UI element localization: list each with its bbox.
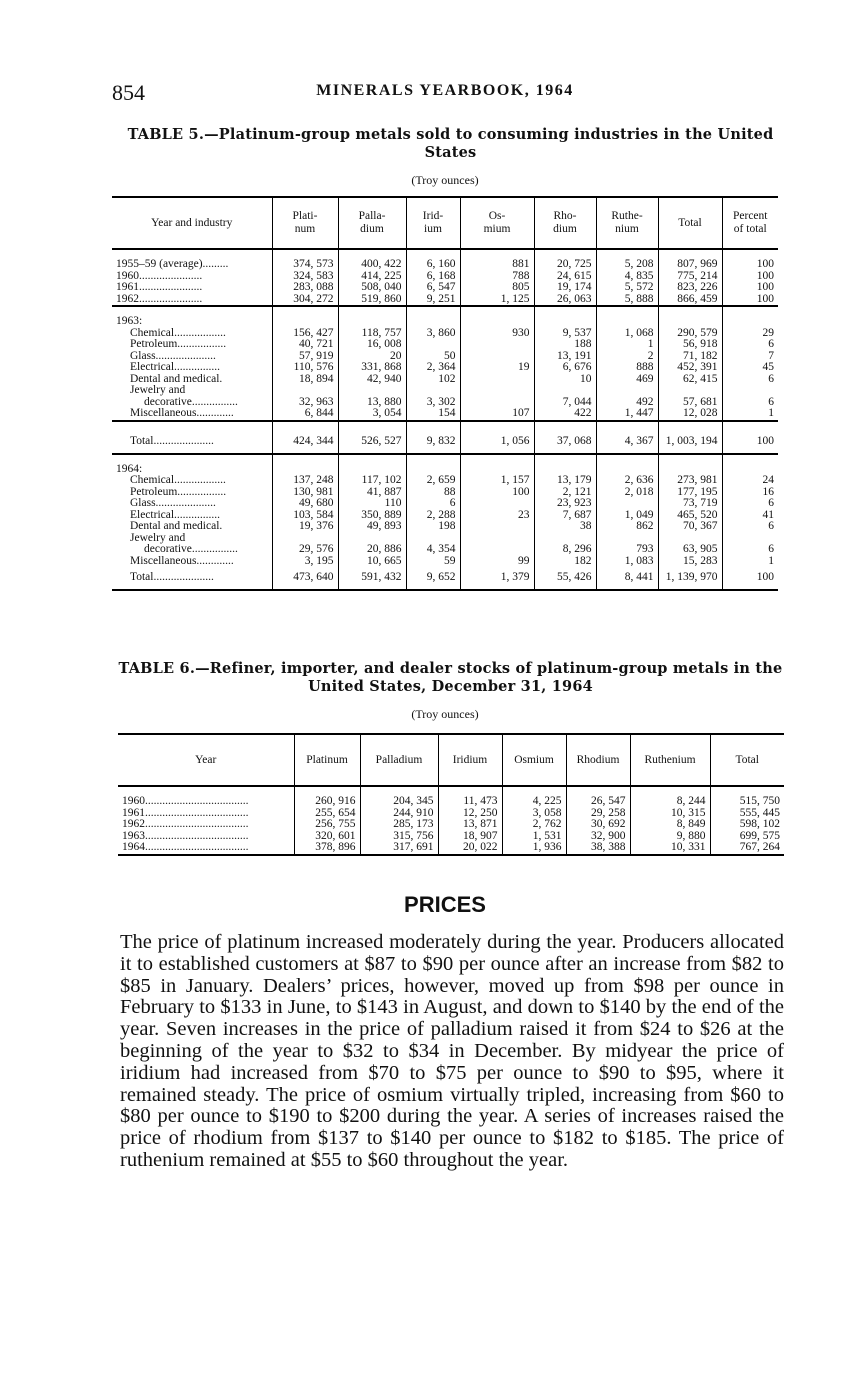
table-cell: 63, 905 [658, 544, 722, 556]
table-cell: 182 [534, 556, 596, 568]
column-header: Total [658, 197, 722, 249]
table-cell: 12, 250 [438, 808, 502, 820]
table-cell: 9, 537 [534, 328, 596, 340]
page-number: 854 [112, 80, 145, 105]
table-cell: 3, 058 [502, 808, 566, 820]
table-cell: 6 [722, 498, 778, 510]
table-cell [460, 533, 534, 545]
table-cell: 320, 601 [294, 831, 360, 843]
table-cell: 102 [406, 374, 460, 386]
table-row [112, 521, 778, 533]
table-cell: 555, 445 [710, 808, 784, 820]
table-cell: 2 [596, 351, 658, 363]
table-cell: 492 [596, 397, 658, 409]
table-cell: 110, 576 [272, 362, 338, 374]
table-row [112, 544, 778, 556]
table-cell: 32, 900 [566, 831, 630, 843]
table-cell [460, 498, 534, 510]
table-cell: 29, 576 [272, 544, 338, 556]
table-cell: 13, 871 [438, 819, 502, 831]
table-cell: 20, 022 [438, 842, 502, 855]
prices-heading: PRICES [404, 892, 486, 917]
table-cell: 6 [722, 544, 778, 556]
table-cell: 154 [406, 408, 460, 421]
table-cell: 1 [596, 339, 658, 351]
row-label: 1964: [116, 462, 143, 475]
row-label: Jewelry and [130, 531, 186, 544]
row-label: Miscellaneous............. [130, 554, 234, 567]
table-cell: 20 [338, 351, 406, 363]
table-cell: 888 [596, 362, 658, 374]
table-cell: 26, 547 [566, 796, 630, 808]
table-cell: 1, 125 [460, 294, 534, 307]
table-cell: 24 [722, 475, 778, 487]
prices-paragraph: The price of platinum increased moderately during the year. Producers allocated it to established customers at $87 to $90 per ounce after an increase from $82 to $85 in January. Dealers’ prices, however, moved up from $98 per ounce in February to $133 in June, to $143 in August, and down to $140 by the end of the year. Seven increases in the price of palladium raised it from $24 to $26 at the beginning of the year to $32 to $34 in December. By midyear the price of iridium had increased from $70 to $75 per ounce to $90 to $95, where it remained steady. The price of osmium virtually tripled, increasing from $60 to $80 per ounce to $190 to $200 during the year. A series of increases raised the price of rhodium from $137 to $140 per ounce to $182 to $185. The price of ruthenium remained at $55 to $60 throughout the year. [120, 931, 784, 1171]
row-label: 1960...................... [116, 269, 203, 282]
table-cell: 400, 422 [338, 259, 406, 271]
row-label: Chemical.................. [130, 326, 226, 339]
table-cell: 88 [406, 487, 460, 499]
table-cell: 930 [460, 328, 534, 340]
table-cell: 100 [722, 294, 778, 307]
row-label: Jewelry and [130, 384, 186, 396]
table-cell: 1, 049 [596, 510, 658, 522]
table-cell: 2, 762 [502, 819, 566, 831]
table-cell: 866, 459 [658, 294, 722, 307]
row-label: 1964.................................... [122, 841, 249, 853]
table-cell: 2, 364 [406, 362, 460, 374]
row-label: Total..................... [130, 571, 214, 584]
row-label: 1963: [116, 315, 143, 327]
table-cell: 37, 068 [534, 431, 596, 454]
table-cell: 6 [406, 498, 460, 510]
table-cell: 9, 251 [406, 294, 460, 307]
table-cell [338, 385, 406, 397]
row-label: 1955–59 (average)......... [116, 258, 229, 270]
table-row [118, 796, 784, 808]
table6-unit: (Troy ounces) [411, 707, 479, 721]
table-cell: 41 [722, 510, 778, 522]
row-label: Miscellaneous............. [112, 408, 272, 421]
table-cell: 100 [722, 259, 778, 271]
column-header: Palla- dium [338, 197, 406, 249]
table-cell: 99 [460, 556, 534, 568]
table-cell: 6, 547 [406, 282, 460, 294]
table-cell: 699, 575 [710, 831, 784, 843]
table-cell: 805 [460, 282, 534, 294]
table-cell [460, 521, 534, 533]
table-cell: 30, 692 [566, 819, 630, 831]
table-cell: 100 [722, 282, 778, 294]
table-cell [658, 316, 722, 328]
table-cell: 5, 888 [596, 294, 658, 307]
table-cell: 290, 579 [658, 328, 722, 340]
table-cell: 23 [460, 510, 534, 522]
table-cell: 823, 226 [658, 282, 722, 294]
table-cell: 6 [722, 339, 778, 351]
table-cell: 1, 936 [502, 842, 566, 855]
table6-caption-line1: TABLE 6.—Refiner, importer, and dealer stocks of platinum-group metals in the [118, 660, 783, 677]
row-label: Glass..................... [130, 497, 216, 509]
table-cell: 71, 182 [658, 351, 722, 363]
table-cell: 317, 691 [360, 842, 438, 855]
table-row [112, 498, 778, 510]
row-label: 1962...................... [112, 294, 272, 307]
table-row [112, 339, 778, 351]
table-cell: 59 [406, 556, 460, 568]
table-cell: 16 [722, 487, 778, 499]
table-cell: 424, 344 [272, 431, 338, 454]
table-cell [272, 316, 338, 328]
table-cell: 6 [722, 397, 778, 409]
table-cell [534, 385, 596, 397]
table-cell: 519, 860 [338, 294, 406, 307]
table-cell: 137, 248 [272, 475, 338, 487]
table-cell: 42, 940 [338, 374, 406, 386]
table6-caption-line2: United States, December 31, 1964 [308, 678, 593, 695]
table-cell: 1, 056 [460, 431, 534, 454]
table-row [112, 385, 778, 397]
table-cell [722, 385, 778, 397]
table-cell: 256, 755 [294, 819, 360, 831]
table-cell: 18, 894 [272, 374, 338, 386]
table-cell: 7, 044 [534, 397, 596, 409]
table-cell: 862 [596, 521, 658, 533]
column-header: Palladium [360, 734, 438, 786]
table-cell: 598, 102 [710, 819, 784, 831]
table-cell [272, 385, 338, 397]
table-cell: 283, 088 [272, 282, 338, 294]
table-cell: 13, 179 [534, 475, 596, 487]
table-cell: 10, 331 [630, 842, 710, 855]
table-cell: 452, 391 [658, 362, 722, 374]
table-cell: 1, 068 [596, 328, 658, 340]
table-row [112, 408, 778, 421]
table-cell: 73, 719 [658, 498, 722, 510]
table-cell: 1, 447 [596, 408, 658, 421]
row-label: 1962.................................... [122, 818, 249, 830]
column-header: Rho- dium [534, 197, 596, 249]
table-row [112, 294, 778, 307]
table-cell: 422 [534, 408, 596, 421]
table-cell: 100 [722, 271, 778, 283]
table-cell: 177, 195 [658, 487, 722, 499]
table-cell: 591, 432 [338, 567, 406, 590]
table-cell: 198 [406, 521, 460, 533]
table-cell [722, 316, 778, 328]
table5-caption-line1: TABLE 5.—Platinum-group metals sold to consuming industries in the United [127, 126, 774, 143]
column-header: Plati- num [272, 197, 338, 249]
column-header: Percent of total [722, 197, 778, 249]
table-cell: 56, 918 [658, 339, 722, 351]
table-cell: 1, 531 [502, 831, 566, 843]
column-header: Os- mium [460, 197, 534, 249]
row-label: Glass..................... [130, 349, 216, 362]
table-cell: 3, 860 [406, 328, 460, 340]
table-cell [658, 385, 722, 397]
table-cell: 110 [338, 498, 406, 510]
table-cell: 788 [460, 271, 534, 283]
table-row [112, 282, 778, 294]
column-header: Ruthe- nium [596, 197, 658, 249]
table-cell: 244, 910 [360, 808, 438, 820]
table-cell [460, 544, 534, 556]
table-cell: 304, 272 [272, 294, 338, 307]
row-label: 1963.................................... [122, 829, 249, 842]
row-label: Petroleum................. [130, 338, 227, 350]
column-header: Osmium [502, 734, 566, 786]
table-cell: 24, 615 [534, 271, 596, 283]
table5 [112, 196, 778, 591]
table-cell: 45 [722, 362, 778, 374]
row-label: Petroleum................. [130, 485, 227, 498]
table-cell: 70, 367 [658, 521, 722, 533]
table-cell [596, 385, 658, 397]
table-cell: 2, 018 [596, 487, 658, 499]
table-row [112, 567, 778, 590]
table-cell: 130, 981 [272, 487, 338, 499]
table-cell: 331, 868 [338, 362, 406, 374]
running-title: MINERALS YEARBOOK, 1964 [316, 82, 574, 99]
table-cell: 1, 003, 194 [658, 431, 722, 454]
table-cell [460, 385, 534, 397]
table-row [112, 475, 778, 487]
table-cell: 469 [596, 374, 658, 386]
table-cell: 100 [722, 567, 778, 590]
table-cell: 2, 288 [406, 510, 460, 522]
table-cell: 3, 195 [272, 556, 338, 568]
table-cell: 1, 139, 970 [658, 567, 722, 590]
table-cell: 4, 354 [406, 544, 460, 556]
table-cell: 1 [722, 556, 778, 568]
table-cell [406, 316, 460, 328]
table-cell: 374, 573 [272, 259, 338, 271]
table-cell: 55, 426 [534, 567, 596, 590]
table-cell: 10 [534, 374, 596, 386]
table-cell [338, 316, 406, 328]
table-cell: 49, 680 [272, 498, 338, 510]
table-cell: 350, 889 [338, 510, 406, 522]
table-cell: 465, 520 [658, 510, 722, 522]
table6 [118, 733, 784, 856]
table-cell: 255, 654 [294, 808, 360, 820]
table-cell: 378, 896 [294, 842, 360, 855]
table-cell: 18, 907 [438, 831, 502, 843]
table-cell: 50 [406, 351, 460, 363]
table-cell: 13, 880 [338, 397, 406, 409]
column-header: Ruthenium [630, 734, 710, 786]
table-cell: 19 [460, 362, 534, 374]
table-cell: 8, 849 [630, 819, 710, 831]
table-cell: 3, 302 [406, 397, 460, 409]
table-cell: 103, 584 [272, 510, 338, 522]
table-cell: 6 [722, 521, 778, 533]
table-cell: 1, 157 [460, 475, 534, 487]
row-label: 1961...................... [116, 281, 203, 293]
table-cell: 16, 008 [338, 339, 406, 351]
table-cell: 8, 244 [630, 796, 710, 808]
table-cell: 20, 886 [338, 544, 406, 556]
table-cell: 15, 283 [658, 556, 722, 568]
table-cell: 793 [596, 544, 658, 556]
table-cell: 285, 173 [360, 819, 438, 831]
table-row [112, 556, 778, 568]
table-row [118, 819, 784, 831]
table-cell: 4, 225 [502, 796, 566, 808]
table-cell: 260, 916 [294, 796, 360, 808]
table-cell: 13, 191 [534, 351, 596, 363]
row-label: Dental and medical. [130, 520, 223, 532]
table-cell [534, 316, 596, 328]
table-cell: 57, 681 [658, 397, 722, 409]
table-cell: 6, 168 [406, 271, 460, 283]
table-cell: 156, 427 [272, 328, 338, 340]
table-cell: 3, 054 [338, 408, 406, 421]
row-label: 1960.................................... [122, 795, 249, 807]
row-label: 1961.................................... [122, 806, 249, 819]
row-label: Chemical.................. [130, 474, 226, 486]
table-cell: 100 [460, 487, 534, 499]
table-cell: 23, 923 [534, 498, 596, 510]
table-cell: 5, 572 [596, 282, 658, 294]
table-cell: 508, 040 [338, 282, 406, 294]
table-cell: 10, 315 [630, 808, 710, 820]
table-cell [406, 385, 460, 397]
table-cell: 188 [534, 339, 596, 351]
table-cell: 32, 963 [272, 397, 338, 409]
column-header: Year [118, 734, 294, 786]
table-cell: 38, 388 [566, 842, 630, 855]
table-cell: 414, 225 [338, 271, 406, 283]
row-label: Electrical................ [130, 361, 221, 373]
table-cell: 1, 083 [596, 556, 658, 568]
table-cell [460, 374, 534, 386]
table-cell: 473, 640 [272, 567, 338, 590]
table-cell: 515, 750 [710, 796, 784, 808]
table-cell: 6, 844 [272, 408, 338, 421]
column-header: Total [710, 734, 784, 786]
table-cell: 6, 160 [406, 259, 460, 271]
table-cell: 12, 028 [658, 408, 722, 421]
table-cell: 6 [722, 374, 778, 386]
table-cell [596, 498, 658, 510]
column-header: Irid- ium [406, 197, 460, 249]
table-cell: 9, 652 [406, 567, 460, 590]
table-row [112, 431, 778, 454]
table-cell [406, 339, 460, 351]
table-row [112, 374, 778, 386]
row-label: Total..................... [112, 431, 272, 454]
table-row [112, 259, 778, 271]
table-cell: 40, 721 [272, 339, 338, 351]
table-cell: 100 [722, 431, 778, 454]
row-label: decorative................ [144, 543, 238, 555]
table-cell: 11, 473 [438, 796, 502, 808]
table-cell: 6, 676 [534, 362, 596, 374]
table-cell: 7 [722, 351, 778, 363]
row-label: decorative................ [144, 395, 238, 408]
table-cell: 62, 415 [658, 374, 722, 386]
table-cell: 26, 063 [534, 294, 596, 307]
table-cell: 807, 969 [658, 259, 722, 271]
table-cell: 107 [460, 408, 534, 421]
table5-caption-line2: States [424, 144, 477, 161]
column-header: Year and industry [112, 197, 272, 249]
table-cell: 9, 832 [406, 431, 460, 454]
row-label: Dental and medical. [130, 372, 223, 385]
table-cell: 38 [534, 521, 596, 533]
table-cell: 273, 981 [658, 475, 722, 487]
row-label: Electrical................ [130, 508, 221, 521]
table-cell [596, 316, 658, 328]
table-cell: 118, 757 [338, 328, 406, 340]
table-row [112, 316, 778, 328]
table-cell: 10, 665 [338, 556, 406, 568]
table-cell: 526, 527 [338, 431, 406, 454]
table-cell: 20, 725 [534, 259, 596, 271]
table-cell: 49, 893 [338, 521, 406, 533]
table-cell: 117, 102 [338, 475, 406, 487]
table-cell: 41, 887 [338, 487, 406, 499]
table-cell: 2, 659 [406, 475, 460, 487]
table-cell: 881 [460, 259, 534, 271]
column-header: Platinum [294, 734, 360, 786]
table-row [118, 842, 784, 855]
table-cell [460, 339, 534, 351]
table5-unit: (Troy ounces) [411, 173, 479, 187]
table-cell: 29, 258 [566, 808, 630, 820]
table-cell: 315, 756 [360, 831, 438, 843]
table-cell: 29 [722, 328, 778, 340]
table-cell: 8, 296 [534, 544, 596, 556]
table-cell: 324, 583 [272, 271, 338, 283]
table-cell: 4, 835 [596, 271, 658, 283]
table-cell: 7, 687 [534, 510, 596, 522]
table-cell: 4, 367 [596, 431, 658, 454]
table-cell: 775, 214 [658, 271, 722, 283]
table-cell: 2, 636 [596, 475, 658, 487]
table-cell: 8, 441 [596, 567, 658, 590]
table-cell: 204, 345 [360, 796, 438, 808]
table-cell: 2, 121 [534, 487, 596, 499]
table-cell: 5, 208 [596, 259, 658, 271]
table-cell: 19, 376 [272, 521, 338, 533]
table-cell: 767, 264 [710, 842, 784, 855]
table-cell: 1 [722, 408, 778, 421]
table-cell: 1, 379 [460, 567, 534, 590]
table-cell: 57, 919 [272, 351, 338, 363]
table-cell: 19, 174 [534, 282, 596, 294]
table-cell: 9, 880 [630, 831, 710, 843]
column-header: Iridium [438, 734, 502, 786]
column-header: Rhodium [566, 734, 630, 786]
table-row [112, 362, 778, 374]
table-cell [460, 316, 534, 328]
